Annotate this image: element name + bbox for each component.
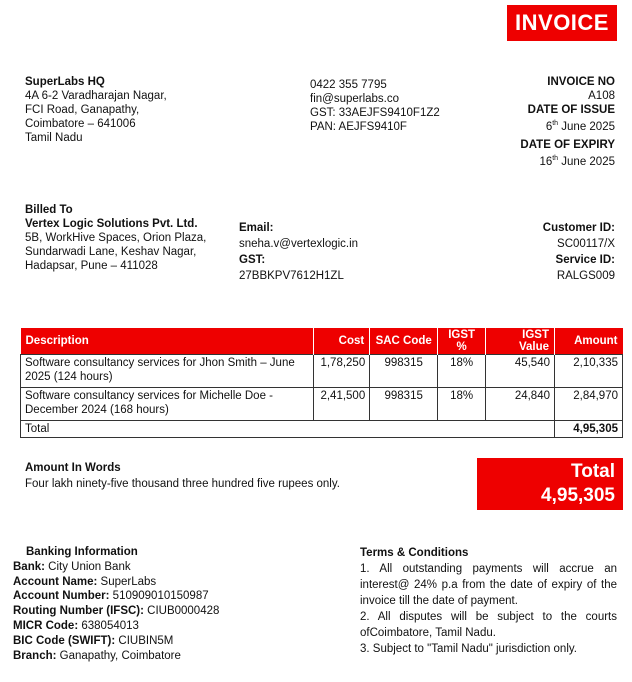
cell-igst-value: 24,840 — [486, 388, 555, 421]
table-row — [21, 388, 623, 421]
banking-line: BIC Code (SWIFT): CIUBIN5M — [13, 634, 174, 647]
grand-total-box — [477, 458, 623, 510]
client-gst: 27BBKPV7612H1ZL — [239, 270, 344, 282]
grand-total-label: Total — [571, 461, 615, 482]
amount-in-words-text: Four lakh ninety-five thousand three hundred five rupees only. — [25, 478, 340, 490]
invoice-no-label: INVOICE NO — [547, 76, 615, 88]
banking-line: Account Name: SuperLabs — [13, 575, 157, 588]
invoice-meta — [520, 75, 615, 169]
col-header-amount: Amount — [555, 328, 623, 355]
amount-in-words — [25, 460, 340, 492]
table-row — [21, 355, 623, 388]
banking-line: Branch: Ganapathy, Coimbatore — [13, 649, 181, 662]
banking-heading: Banking Information — [26, 546, 138, 558]
cell-cost: 2,41,500 — [314, 388, 370, 421]
company-address-line: Tamil Nadu — [25, 132, 83, 144]
company-phone: 0422 355 7795 — [310, 79, 387, 91]
service-id-label: Service ID: — [555, 254, 615, 266]
service-id: RALGS009 — [556, 270, 615, 282]
col-header-igst-value: IGST Value — [486, 328, 555, 355]
client-address-line: Hadapsar, Pune – 411028 — [25, 260, 158, 272]
terms-item: 3. Subject to "Tamil Nadu" jurisdiction only. — [360, 643, 577, 655]
cell-cost: 1,78,250 — [314, 355, 370, 388]
client-email-label: Email: — [239, 222, 274, 234]
cell-igst-value: 45,540 — [486, 355, 555, 388]
client-contact — [239, 220, 358, 284]
col-header-igst-pct: IGST % — [438, 328, 486, 355]
grand-total-value: 4,95,305 — [541, 485, 615, 506]
client-gst-label: GST: — [239, 254, 266, 266]
terms-item: 1. All outstanding payments will accrue an interest@ 24% p.a from the date of expiry of the invoice till the date of payment. — [360, 563, 617, 607]
client-address-line: Sundarwadi Lane, Keshav Nagar, — [25, 246, 197, 258]
customer-id: SC00117/X — [557, 238, 615, 250]
company-info — [25, 75, 167, 145]
customer-id-label: Customer ID: — [542, 222, 615, 234]
cell-igst-pct: 18% — [438, 388, 486, 421]
billed-to-label: Billed To — [25, 204, 73, 216]
cell-igst-pct: 18% — [438, 355, 486, 388]
client-email: sneha.v@vertexlogic.in — [239, 238, 359, 250]
issue-date: 6th June 2025 — [545, 120, 615, 133]
company-address-line: Coimbatore – 641006 — [25, 118, 136, 130]
issue-date-label: DATE OF ISSUE — [527, 104, 615, 116]
banking-line: Bank: City Union Bank — [13, 560, 131, 573]
billed-to — [25, 203, 206, 273]
banking-info — [13, 545, 219, 663]
cell-sac: 998315 — [370, 388, 438, 421]
terms-item: 2. All disputes will be subject to the courts ofCoimbatore, Tamil Nadu. — [360, 611, 617, 639]
invoice-banner: INVOICE — [507, 5, 617, 41]
table-total-row — [21, 421, 623, 438]
expiry-date: 16th June 2025 — [539, 154, 615, 168]
total-row-value: 4,95,305 — [555, 421, 623, 438]
terms-and-conditions — [360, 545, 617, 657]
cell-description: Software consultancy services for Jhon Smith – June 2025 (124 hours) — [21, 355, 314, 388]
company-pan: PAN: AEJFS9410F — [310, 121, 407, 133]
cell-amount: 2,10,335 — [555, 355, 623, 388]
client-name: Vertex Logic Solutions Pvt. Ltd. — [25, 218, 198, 230]
company-address-line: 4A 6-2 Varadharajan Nagar, — [25, 90, 167, 102]
total-row-label: Total — [21, 421, 555, 438]
client-ids — [543, 220, 615, 284]
banking-line: Routing Number (IFSC): CIUB0000428 — [13, 605, 220, 618]
company-address-line: FCI Road, Ganapathy, — [25, 104, 140, 116]
col-header-description: Description — [21, 328, 314, 355]
cell-amount: 2,84,970 — [555, 388, 623, 421]
terms-heading: Terms & Conditions — [360, 547, 469, 559]
banking-line: Account Number: 510909010150987 — [13, 590, 209, 603]
invoice-no: A108 — [588, 90, 615, 102]
col-header-cost: Cost — [314, 328, 370, 355]
company-gst: GST: 33AEJFS9410F1Z2 — [310, 107, 440, 119]
company-contact — [310, 78, 440, 134]
cell-description: Software consultancy services for Michelle Doe - December 2024 (168 hours) — [21, 388, 314, 421]
amount-in-words-label: Amount In Words — [25, 462, 121, 474]
company-email: fin@superlabs.co — [310, 93, 400, 105]
client-address-line: 5B, WorkHive Spaces, Orion Plaza, — [25, 232, 207, 244]
banking-line: MICR Code: 638054013 — [13, 619, 139, 632]
expiry-date-label: DATE OF EXPIRY — [520, 138, 615, 151]
col-header-sac: SAC Code — [370, 328, 438, 355]
table-header-row — [21, 328, 623, 355]
line-items-table — [20, 328, 623, 438]
company-name: SuperLabs HQ — [25, 76, 105, 88]
cell-sac: 998315 — [370, 355, 438, 388]
